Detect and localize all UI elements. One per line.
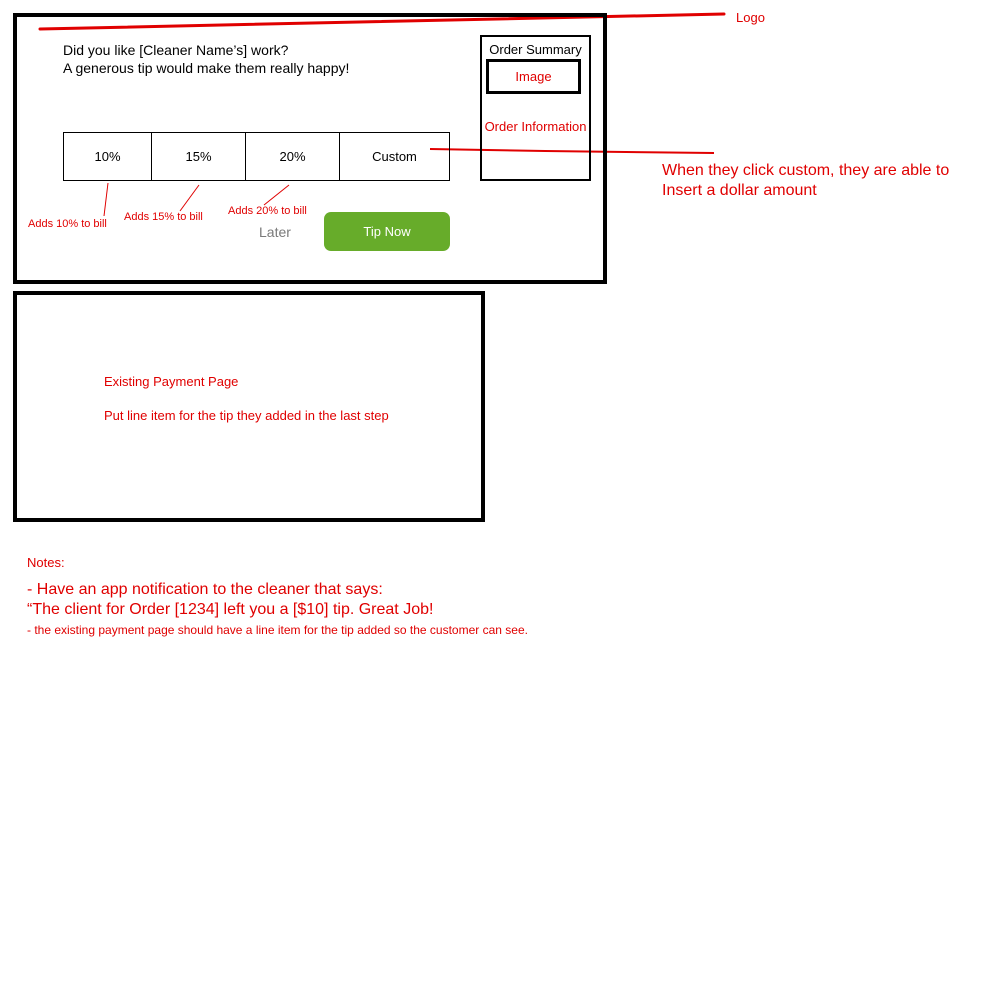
payment-page-title: Existing Payment Page: [104, 374, 239, 389]
payment-page-note: Put line item for the tip they added in the last step: [104, 408, 389, 423]
notes-heading: Notes:: [27, 555, 65, 570]
order-image-label: Image: [515, 69, 552, 84]
annotation-10: Adds 10% to bill: [28, 218, 107, 230]
tip-options-bar: [63, 132, 450, 181]
later-button[interactable]: Later: [259, 224, 291, 240]
order-image-placeholder: [486, 59, 581, 94]
annotation-15: Adds 15% to bill: [124, 211, 203, 223]
custom-annotation-line-2: Insert a dollar amount: [662, 182, 817, 199]
logo-annotation: Logo: [736, 10, 765, 25]
custom-annotation-line-1: When they click custom, they are able to: [662, 162, 950, 179]
tip-option-20[interactable]: 20%: [245, 133, 339, 180]
payment-page-frame: [13, 291, 485, 522]
annotation-20: Adds 20% to bill: [228, 205, 307, 217]
notes-line-2: “The client for Order [1234] left you a [$10] tip. Great Job!: [27, 601, 434, 618]
prompt-line-2: A generous tip would make them really happy!: [63, 60, 350, 76]
tip-prompt: [63, 41, 349, 77]
notes-line-3: - the existing payment page should have a line item for the tip added so the customer can see.: [27, 623, 528, 637]
notes-line-1: - Have an app notification to the cleaner that says:: [27, 581, 383, 598]
order-information-label: Order Information: [484, 119, 587, 134]
custom-annotation: [662, 161, 949, 201]
tip-option-10[interactable]: 10%: [94, 149, 121, 164]
notes-notification: [27, 580, 433, 620]
order-summary-title: Order Summary: [489, 42, 582, 57]
prompt-line-1: Did you like [Cleaner Name’s] work?: [63, 42, 289, 58]
tip-now-button[interactable]: Tip Now: [324, 212, 450, 251]
tip-option-15[interactable]: 15%: [151, 133, 245, 180]
tip-option-custom[interactable]: Custom: [339, 133, 449, 180]
